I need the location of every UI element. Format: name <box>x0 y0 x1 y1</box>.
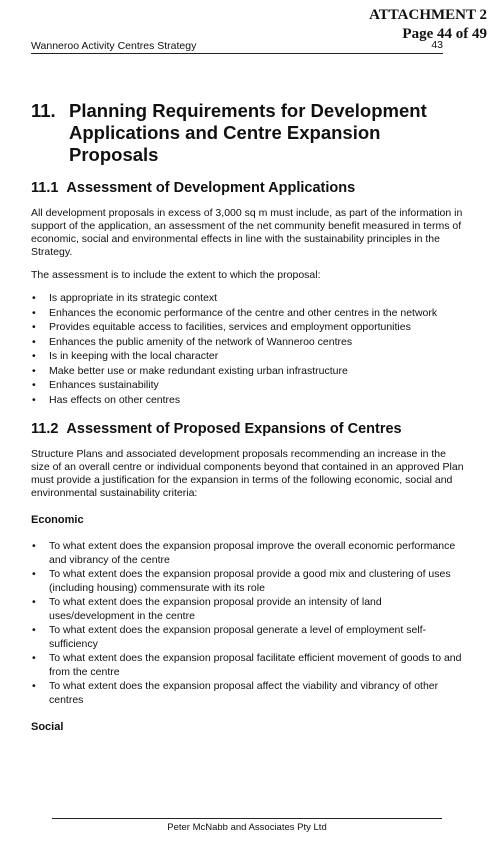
list-item: • Is appropriate in its strategic context <box>31 292 465 306</box>
subsection-title: Assessment of Development Applications <box>66 180 356 196</box>
list-item: • Provides equitable access to facilities, services and employment opportunities <box>31 321 465 335</box>
list-item: • To what extent does the expansion proposal improve the overall economic performance and vibrancy of the centre <box>31 540 465 567</box>
economic-list <box>31 540 465 707</box>
page-body <box>31 100 465 747</box>
section-number: 11. <box>31 100 56 121</box>
list-item: • Is in keeping with the local character <box>31 350 465 364</box>
header-page-number: 43 <box>431 39 443 51</box>
subsection-number: 11.2 <box>31 421 59 437</box>
list-item: • To what extent does the expansion proposal generate a level of employment self-sufficiency <box>31 624 465 651</box>
list-item: • To what extent does the expansion proposal provide a good mix and clustering of uses (including housing) commensurate with its role <box>31 568 465 595</box>
paragraph: The assessment is to include the extent to which the proposal: <box>31 269 321 281</box>
list-item: • Enhances sustainability <box>31 379 465 393</box>
subsection-heading-2 <box>31 421 465 438</box>
attachment-stamp <box>369 6 487 44</box>
list-item: • Enhances the public amenity of the network of Wanneroo centres <box>31 336 465 350</box>
header-title: Wanneroo Activity Centres Strategy <box>31 40 197 52</box>
list-item: • Make better use or make redundant existing urban infrastructure <box>31 365 465 379</box>
list-item: • Enhances the economic performance of the centre and other centres in the network <box>31 307 465 321</box>
section-heading <box>31 100 465 166</box>
paragraph: All development proposals in excess of 3,000 sq m must include, as part of the information in support of the application, an assessment of the net community benefit measured in terms of economic, social and environmental effects in line with the sustainability principles in the Strategy. <box>31 207 463 258</box>
economic-heading: Economic <box>31 514 84 526</box>
footer-text: Peter McNabb and Associates Pty Ltd <box>167 822 327 833</box>
social-heading: Social <box>31 721 64 733</box>
subsection-title: Assessment of Proposed Expansions of Centres <box>66 421 402 437</box>
list-item: • To what extent does the expansion proposal affect the viability and vibrancy of other centres <box>31 680 465 707</box>
paragraph: Structure Plans and associated development proposals recommending an increase in the size of an overall centre or individual components beyond that contained in an approved Plan must provide a justification for the expansion in terms of the following economic, social and environmental sustainability criteria: <box>31 448 464 499</box>
section-title: Planning Requirements for Development Applications and Centre Expansion Proposals <box>69 100 427 165</box>
list-item: • To what extent does the expansion proposal provide an intensity of land uses/development in the centre <box>31 596 465 623</box>
page-footer <box>52 818 442 833</box>
criteria-list <box>31 292 465 407</box>
attachment-label: ATTACHMENT 2 <box>369 7 487 23</box>
subsection-heading-1 <box>31 180 465 197</box>
list-item: • To what extent does the expansion proposal facilitate efficient movement of goods to and from the centre <box>31 652 465 679</box>
subsection-number: 11.1 <box>31 180 59 196</box>
list-item: • Has effects on other centres <box>31 394 465 408</box>
attachment-page: Page 44 of 49 <box>402 26 487 42</box>
running-header <box>31 40 443 54</box>
